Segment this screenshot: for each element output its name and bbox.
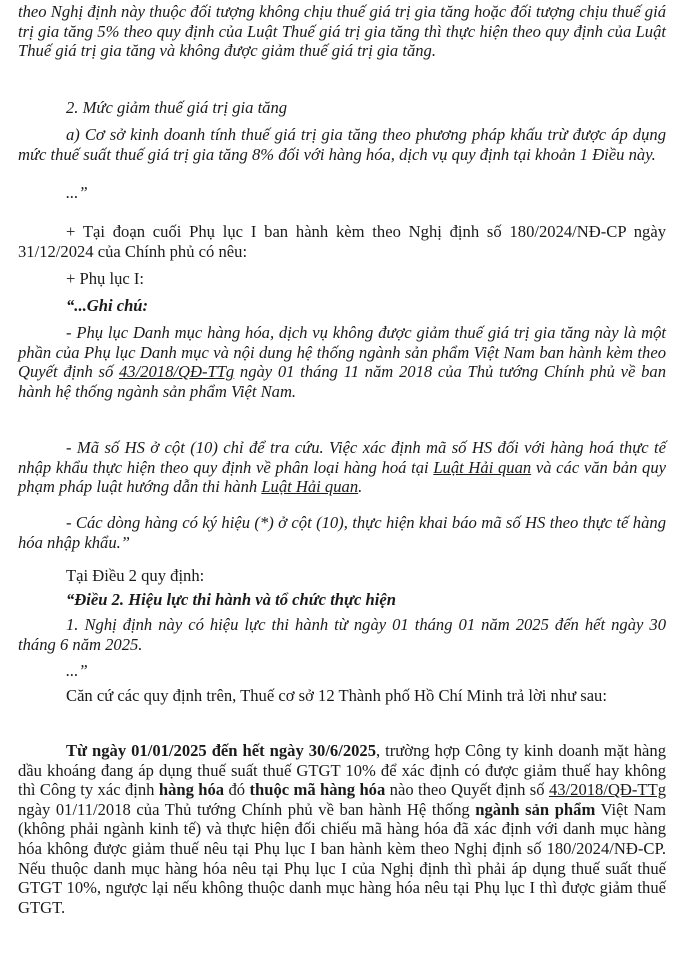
note-item-2-text: - Mã số HS ở cột (10) chỉ để tra cứu. Việc xác định mã số HS đối với hàng hoá thực tế nhập khẩu thực hiện theo quy định về phân loại hàng hoá tại (18, 438, 666, 477)
note-item-2-text-end: . (358, 477, 363, 497)
customs-law-link[interactable]: Luật Hải quan (433, 457, 532, 477)
reply-text-1: , trường hợp Công ty kinh doanh mặt hàng dầu khoáng đang áp dụng thuế suất thuế GTGT 10% để xác định có được giảm thuế hay không thì Công ty xác định (18, 741, 666, 800)
reply-text-3: nào theo Quyết định số (385, 780, 549, 800)
heading-vat-reduction-level: 2. Mức giảm thuế giá trị gia tăng (66, 98, 288, 117)
note-heading: “...Ghi chú: (66, 296, 149, 315)
note-item-2 (18, 438, 666, 497)
decision-link[interactable]: 43/2018/QĐ-TTg (118, 362, 235, 382)
reply-text-2: đó (224, 780, 250, 800)
note-item-1-text: - Phụ lục Danh mục hàng hóa, dịch vụ không được giảm thuế giá trị gia tăng này là một phần của Phụ lục Danh mục và nội dung hệ thống ngành sản phẩm Việt Nam ban hành kèm theo Quyết định số (18, 323, 666, 382)
ellipsis-close-quote: ...” (66, 183, 88, 202)
effective-date-clause: 1. Nghị định này có hiệu lực thi hành từ ngày 01 tháng 01 năm 2025 đến hết ngày 30 tháng 6 năm 2025. (18, 615, 666, 654)
article-2-intro: Tại Điều 2 quy định: (66, 566, 205, 585)
note-item-1-text-end: ngày 01 tháng 11 năm 2018 của Thủ tướng Chính phủ về ban hành hệ thống ngành sản phẩm Việt Nam. (18, 362, 666, 401)
reply-text-5: Việt Nam (không phải ngành kinh tế) và thực hiện đối chiếu mã hàng hóa đã xác định với danh mục hàng hóa không được giảm thuế nêu tại Phụ lục I ban hành kèm theo Nghị định số 180/2024/NĐ-CP. Nếu thuộc danh mục hàng hóa nêu tại Phụ lục I của Nghị định thì phải áp dụng thuế suất thuế GTGT 10%, ngược lại nếu không thuộc danh mục hàng hóa nêu tại Phụ lục I thì được giảm thuế GTGT. (18, 799, 666, 917)
note-item-1 (18, 323, 666, 401)
article-2-heading: “Điều 2. Hiệu lực thi hành và tổ chức thực hiện (66, 590, 396, 609)
customs-law-link-2[interactable]: Luật Hải quan (261, 477, 359, 497)
reply-bold-goods: hàng hóa (158, 780, 225, 800)
reply-body (18, 741, 666, 917)
reply-text-4: ngày 01/11/2018 của Thủ tướng Chính phủ về ban hành Hệ thống (18, 799, 476, 819)
note-item-2-text-mid: và các văn bản quy phạm pháp luật hướng dẫn thi hành (18, 457, 666, 497)
reply-date-range: Từ ngày 01/01/2025 đến hết ngày 30/6/2025 (66, 741, 377, 760)
note-item-3: - Các dòng hàng có ký hiệu (*) ở cột (10), thực hiện khai báo mã số HS theo thực tế hàng hóa nhập khẩu.” (18, 513, 666, 552)
appendix-label: + Phụ lục I: (66, 269, 145, 288)
paragraph-appendix-note: + Tại đoạn cuối Phụ lục I ban hành kèm theo Nghị định số 180/2024/NĐ-CP ngày 31/12/2024 của Chính phủ có nêu: (18, 222, 666, 261)
paragraph-exempt-goods: theo Nghị định này thuộc đối tượng không chịu thuế giá trị gia tăng hoặc đối tượng chịu thuế giá trị gia tăng 5% theo quy định của Luật Thuế giá trị gia tăng thì thực hiện theo quy định của Luật Thuế giá trị gia tăng và không được giảm thuế giá trị gia tăng. (18, 2, 666, 61)
reply-bold-goods-code: thuộc mã hàng hóa (249, 780, 386, 800)
reply-decision-link[interactable]: 43/2018/QĐ-TTg (548, 780, 667, 800)
reply-bold-product-sector: ngành sản phẩm (475, 799, 596, 819)
ellipsis-close-quote-2: ...” (66, 661, 88, 680)
reply-intro: Căn cứ các quy định trên, Thuế cơ sở 12 Thành phố Hồ Chí Minh trả lời như sau: (66, 686, 607, 705)
paragraph-vat-8-percent: a) Cơ sở kinh doanh tính thuế giá trị gia tăng theo phương pháp khấu trừ được áp dụng mức thuế suất thuế giá trị gia tăng 8% đối với hàng hóa, dịch vụ quy định tại khoản 1 Điều này. (18, 125, 666, 164)
